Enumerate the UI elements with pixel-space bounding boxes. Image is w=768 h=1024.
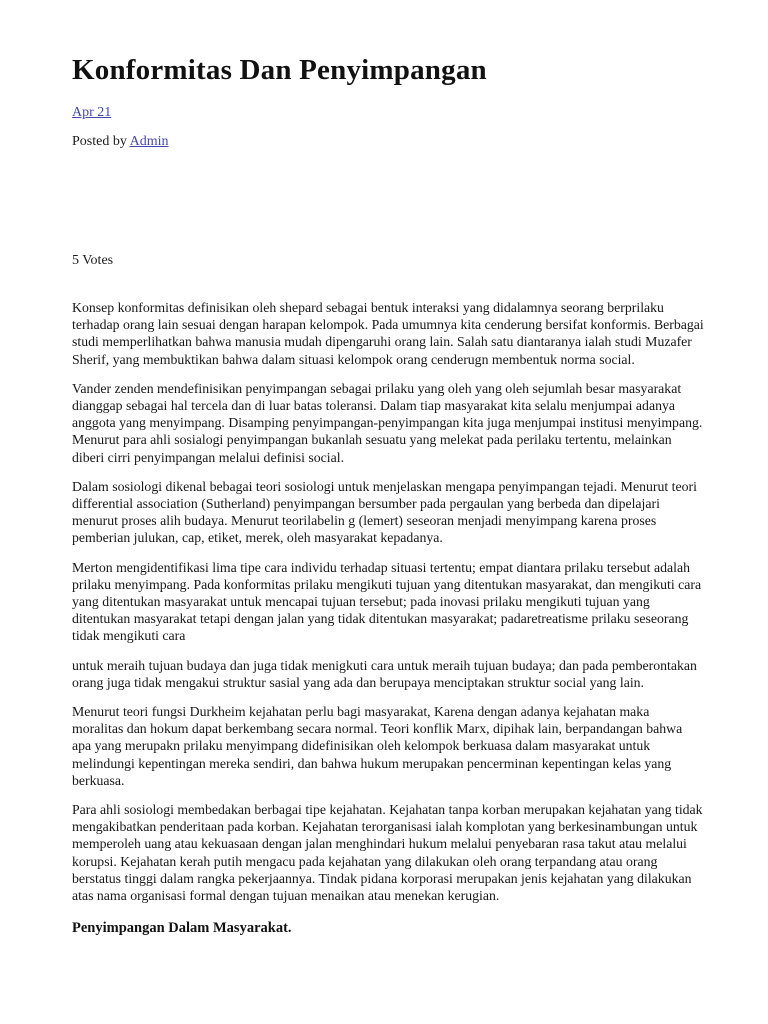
paragraph: Dalam sosiologi dikenal bebagai teori sosiologi untuk menjelaskan mengapa penyimpangan tejadi. Menurut teori differential association (Sutherland) penyimpangan bersumber pada pergaulan yang berbeda dan dipelajari menurut proses alih budaya. Menurut teorilabelin g (lemert) seseoran menjadi menyimpang karena proses pemberian julukan, cap, etiket, merek, oleh masyarakat kepadanya. — [72, 478, 697, 546]
page-title: Konformitas Dan Penyimpangan — [72, 54, 487, 86]
author-link[interactable]: Admin — [129, 134, 169, 149]
paragraph: Merton mengidentifikasi lima tipe cara individu terhadap situasi tertentu; empat diantara prilaku tersebut adalah prilaku menyimpang. Pada konformitas prilaku mengikuti tujuan yang ditentukan masyarakat, dan mengikuti cara yang ditentukan masyarakat untuk mencapai tujuan tersebut; pada inovasi prilaku mengikuti tujuan yang ditentukan masyarakat tetapi dengan jalan yang tidak ditentukan masyarakat; padaretreatisme prilaku seseorang tidak mengikuti cara — [72, 559, 702, 644]
post-date-link[interactable]: Apr 21 — [72, 105, 112, 120]
paragraph: Konsep konformitas definisikan oleh shepard sebagai bentuk interaksi yang didalamnya seorang berprilaku terhadap orang lain sesuai dengan harapan kelompok. Pada umumnya kita cenderung bersifat konformis. Berbagai studi memperlihatkan bahwa manusia mudah dipengaruhi orang lain. Salah satu diantaranya ialah studi Muzafer Sherif, yang membuktikan bahwa dalam situasi kelompok orang cenderugn membentuk norma social. — [72, 300, 704, 367]
votes-count: 5 Votes — [72, 253, 114, 268]
rating-area-empty — [72, 149, 702, 253]
paragraph: Menurut teori fungsi Durkheim kejahatan perlu bagi masyarakat, Karena dengan adanya kejahatan maka moralitas dan hokum dapat berkembang secara normal. Teori konflik Marx, dipihak lain, berpandangan bahwa apa yang merupakn prilaku menyimpang didefinisikan oleh kelompok berkuasa dalam masyarakat untuk melindungi kepentingan mereka sendiri, dan bahwa hukum merupakan pencerminan kepentingan kelas yang berkuasa. — [72, 704, 683, 788]
paragraph: Vander zenden mendefinisikan penyimpangan sebagai prilaku yang oleh yang oleh sejumlah besar masyarakat dianggap sebagai hal tercela dan di luar batas toleransi. Dalam tiap masyarakat kita selalu menjumpai adanya anggota yang menyimpang. Disamping penyimpangan-penyimpangan kita juga menjumpai institusi menyimpang. Menurut para ahli sosialogi penyimpangan bukanlah sesuatu yang melekat pada perilaku tertentu, melainkan diberi cirri penyimpangan melalui definisi social. — [72, 380, 703, 465]
paragraph: Para ahli sosiologi membedakan berbagai tipe kejahatan. Kejahatan tanpa korban merupakan kejahatan yang tidak mengakibatkan penderitaan pada korban. Kejahatan terorganisasi ialah komplotan yang berkesinambungan untuk memperoleh uang atau kekuasaan dengan jalan menghindari hukum melalui penyebaran rasa takut atau melalui korupsi. Kejahatan kerah putih mengacu pada kejahatan yang dilakukan oleh orang terpandang atau orang berstatus tinggi dalam rangka pekerjaannya. Tindak pidana korporasi merupakan jenis kejahatan yang dilakukan atas nama organisasi formal dengan tujuan menaikan atau menekan kerugian. — [72, 802, 703, 904]
paragraph: untuk meraih tujuan budaya dan juga tidak menigkuti cara untuk meraih tujuan budaya; dan pada pemberontakan orang juga tidak mengakui struktur sasial yang ada dan berupaya menciptakan struktur social yang lain. — [72, 657, 697, 690]
post-date-line — [72, 105, 702, 120]
article-body — [72, 299, 702, 904]
byline-prefix: Posted by — [72, 134, 130, 149]
byline — [72, 134, 702, 149]
section-subheading: Penyimpangan Dalam Masyarakat. — [72, 920, 292, 937]
